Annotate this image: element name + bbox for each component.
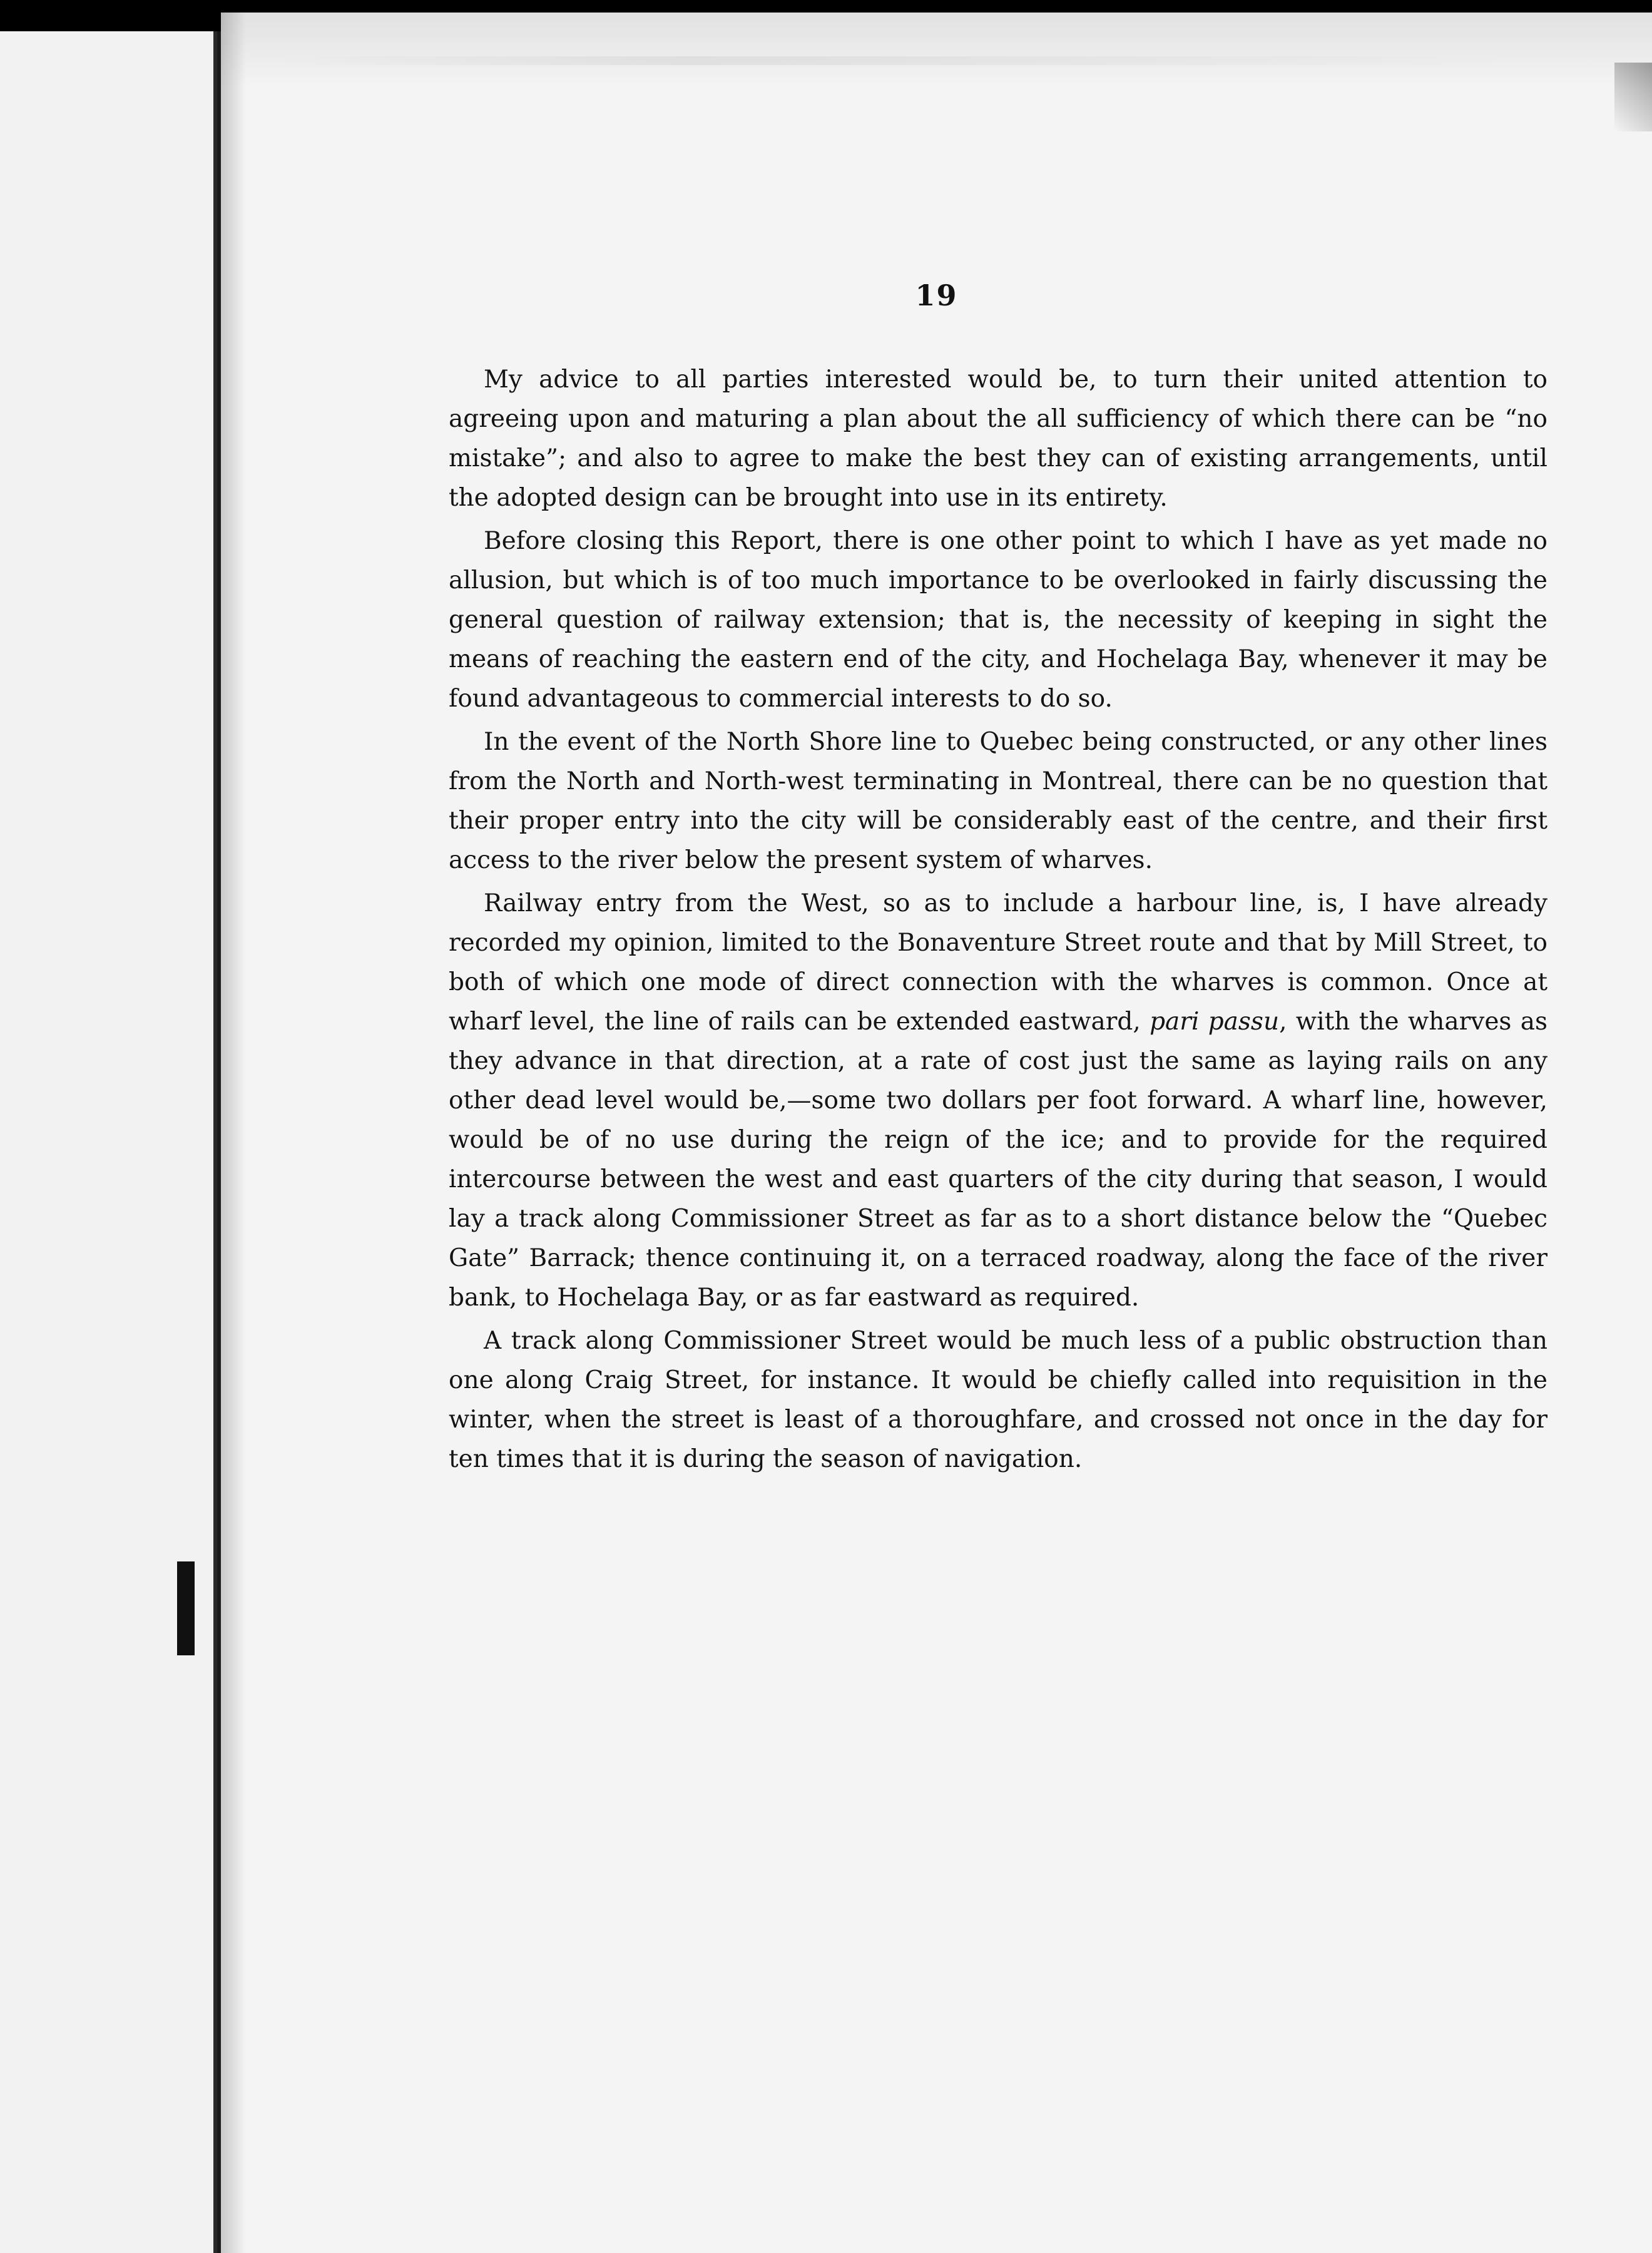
gutter-shadow xyxy=(221,13,246,2253)
document-page xyxy=(221,13,1652,2253)
paragraph-text: Railway entry from the West, so as to include a harbour line, is, I have already recorded my opinion, limited to the Bonaventure Street route and that by Mill Street, to both of which one mode of direct connection with the wharves is common. Once at wharf level, the line of rails can be extended eastward, xyxy=(449,889,1547,1036)
italic-phrase: pari passu xyxy=(1150,1008,1280,1036)
paragraph-text: Before closing this Report, there is one other point to which I have as yet made no allusion, but which is of too much importance to be overlooked in fairly discussing the general question of railway extension; that is, the necessity of keeping in sight the means of reaching the eastern end of the city, and Hochelaga Bay, whenever it may be found advantageous to commercial interests to do so. xyxy=(449,527,1547,713)
top-shadow xyxy=(221,13,1652,88)
paragraph-commissioner-street xyxy=(449,1321,1547,1479)
page-corner xyxy=(1614,63,1652,131)
page-number: 19 xyxy=(915,278,958,312)
paragraph-text: In the event of the North Shore line to Quebec being constructed, or any other lines from the North and North-west terminating in Montreal, there can be no question that their proper entry into the city will be considerably east of the centre, and their first access to the river below the present system of wharves. xyxy=(449,728,1547,874)
paragraph-text: My advice to all parties interested would be, to turn their united attention to agreeing upon and maturing a plan about the all sufficiency of which there can be “no mistake”; and also to agree to make the best they can of existing arrangements, until the adopted design can be brought into use in its entirety. xyxy=(449,365,1547,512)
show-through-bleed xyxy=(271,56,1522,65)
page-gutter xyxy=(213,31,217,2253)
paragraph-text: A track along Commissioner Street would be much less of a public obstruction than one along Craig Street, for instance. It would be chiefly called into requisition in the winter, when the street is least of a thoroughfare, and crossed not once in the day for ten times that it is during the season of navigation. xyxy=(449,1327,1547,1473)
paragraph-north-shore xyxy=(449,722,1547,880)
facing-page-edge xyxy=(0,31,221,2253)
report-body xyxy=(449,360,1547,1483)
binding-mark xyxy=(177,1561,195,1655)
paragraph-railway-entry xyxy=(449,884,1547,1317)
paragraph-advice xyxy=(449,360,1547,518)
paragraph-text-continued: , with the wharves as they advance in that direction, at a rate of cost just the same as laying rails on any other dead level would be,—some two dollars per foot forward. A wharf line, however, would be of no use during the reign of the ice; and to provide for the required intercourse between the west and east quarters of the city during that season, I would lay a track along Commissioner Street as far as to a short distance below the “Quebec Gate” Barrack; thence continuing it, on a terraced roadway, along the face of the river bank, to Hochelaga Bay, or as far eastward as required. xyxy=(449,1008,1547,1312)
paragraph-eastern-access xyxy=(449,521,1547,718)
